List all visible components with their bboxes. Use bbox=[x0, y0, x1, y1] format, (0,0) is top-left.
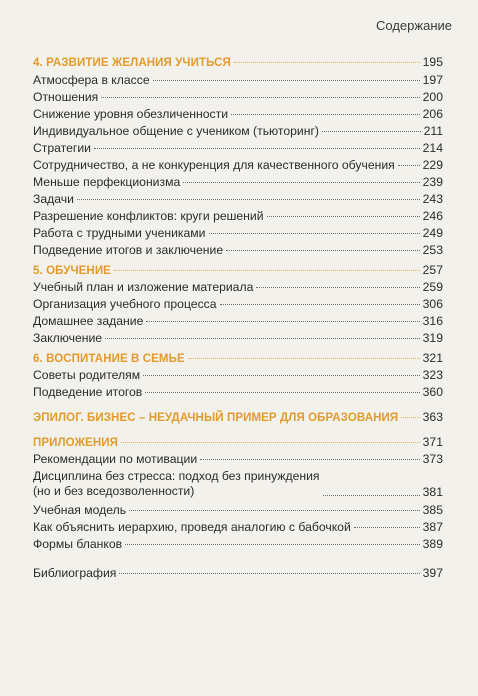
dot-leader bbox=[146, 321, 419, 322]
toc-entry-title: Сотрудничество, а не конкуренция для качественного обучения bbox=[33, 158, 395, 172]
toc-page-number: 249 bbox=[422, 226, 443, 240]
toc-page-number: 363 bbox=[422, 410, 443, 424]
running-title: Содержание bbox=[376, 18, 452, 33]
toc-page-number: 195 bbox=[422, 55, 443, 69]
toc-page-number: 316 bbox=[422, 314, 443, 328]
toc-page-number: 246 bbox=[422, 209, 443, 223]
toc-entry-title: Учебный план и изложение материала bbox=[33, 280, 254, 294]
toc-entry-title: Советы родителям bbox=[33, 368, 141, 382]
dot-leader bbox=[220, 304, 420, 305]
toc-entry-title: Подведение итогов bbox=[33, 385, 143, 399]
toc-entry bbox=[33, 520, 443, 534]
toc-page-number: 321 bbox=[422, 351, 443, 365]
dot-leader bbox=[183, 182, 419, 183]
toc-entry-title: 4. РАЗВИТИЕ ЖЕЛАНИЯ УЧИТЬСЯ bbox=[33, 57, 231, 69]
dot-leader bbox=[153, 80, 420, 81]
toc-entry-title bbox=[33, 469, 320, 499]
toc-page-number: 257 bbox=[422, 263, 443, 277]
toc-entry bbox=[33, 209, 443, 223]
toc-entry-title: Заключение bbox=[33, 331, 103, 345]
toc-entry-title-line2: (но и без вседозволенности) bbox=[33, 484, 195, 498]
toc-entry bbox=[33, 331, 443, 345]
toc-entry bbox=[33, 469, 443, 499]
toc-entry-title: Как объяснить иерархию, проведя аналогию с бабочкой bbox=[33, 520, 351, 534]
toc-entry-title-line1: Дисциплина без стресса: подход без принуждения bbox=[33, 469, 320, 483]
dot-leader bbox=[188, 358, 420, 359]
dot-leader bbox=[209, 233, 420, 234]
dot-leader bbox=[101, 97, 419, 98]
toc-entry-title: Учебная модель bbox=[33, 503, 127, 517]
toc-page-number: 319 bbox=[422, 331, 443, 345]
dot-leader bbox=[121, 442, 420, 443]
toc-entry-title: Разрешение конфликтов: круги решений bbox=[33, 209, 264, 223]
toc-section-heading bbox=[33, 435, 443, 450]
toc-entry-title: Индивидуальное общение с учеником (тьюторинг) bbox=[33, 124, 319, 138]
toc-page-number: 360 bbox=[422, 385, 443, 399]
toc-entry bbox=[33, 175, 443, 189]
toc-entry-title: ПРИЛОЖЕНИЯ bbox=[33, 437, 118, 449]
toc-entry-title: 5. ОБУЧЕНИЕ bbox=[33, 265, 111, 277]
toc-page-number: 373 bbox=[422, 452, 443, 466]
dot-leader bbox=[143, 375, 420, 376]
toc-entry bbox=[33, 368, 443, 382]
dot-leader bbox=[354, 527, 420, 528]
toc-page-number: 387 bbox=[422, 520, 443, 534]
toc-page-number: 214 bbox=[422, 141, 443, 155]
toc-page-number: 197 bbox=[422, 73, 443, 87]
dot-leader bbox=[200, 459, 420, 460]
toc-page-number: 385 bbox=[422, 503, 443, 517]
toc-entry-title: Формы бланков bbox=[33, 537, 123, 551]
dot-leader bbox=[125, 544, 420, 545]
dot-leader bbox=[114, 270, 420, 271]
toc-page-number: 243 bbox=[422, 192, 443, 206]
toc-entry-title: Стратегии bbox=[33, 141, 91, 155]
toc-entry-title: Меньше перфекционизма bbox=[33, 175, 181, 189]
dot-leader bbox=[94, 148, 420, 149]
dot-leader bbox=[129, 510, 420, 511]
toc-entry bbox=[33, 192, 443, 206]
toc-entry bbox=[33, 243, 443, 257]
toc-page-number: 259 bbox=[422, 280, 443, 294]
toc-page-number: 206 bbox=[422, 107, 443, 121]
toc-entry-title: Задачи bbox=[33, 192, 74, 206]
toc-section-heading bbox=[33, 410, 443, 425]
toc-entry-title: 6. ВОСПИТАНИЕ В СЕМЬЕ bbox=[33, 353, 185, 365]
toc-entry bbox=[33, 73, 443, 87]
toc-entry bbox=[33, 537, 443, 551]
toc-section-heading bbox=[33, 263, 443, 278]
toc-page-number: 211 bbox=[423, 124, 443, 138]
toc-entry-title: Домашнее задание bbox=[33, 314, 144, 328]
dot-leader bbox=[231, 114, 420, 115]
toc-section-heading bbox=[33, 55, 443, 70]
dot-leader bbox=[234, 62, 420, 63]
toc-section-heading bbox=[33, 351, 443, 366]
toc-entry bbox=[33, 141, 443, 155]
toc-entry bbox=[33, 503, 443, 517]
toc-entry-title: Атмосфера в классе bbox=[33, 73, 150, 87]
toc-page-number: 323 bbox=[422, 368, 443, 382]
toc-page-number: 306 bbox=[422, 297, 443, 311]
toc-page-number: 371 bbox=[422, 435, 443, 449]
dot-leader bbox=[226, 250, 420, 251]
toc-entry-title: Библиография bbox=[33, 566, 117, 580]
dot-leader bbox=[267, 216, 420, 217]
dot-leader bbox=[323, 495, 420, 496]
toc-entry bbox=[33, 90, 443, 104]
toc-page-number: 397 bbox=[422, 566, 443, 580]
toc-entry-title: Рекомендации по мотивации bbox=[33, 452, 198, 466]
dot-leader bbox=[77, 199, 420, 200]
toc-entry bbox=[33, 124, 443, 138]
toc-page-number: 381 bbox=[422, 485, 443, 499]
toc-entry bbox=[33, 297, 443, 311]
toc-entry bbox=[33, 226, 443, 240]
dot-leader bbox=[322, 131, 421, 132]
dot-leader bbox=[256, 287, 419, 288]
toc-entry-title: Отношения bbox=[33, 90, 99, 104]
dot-leader bbox=[398, 165, 420, 166]
dot-leader bbox=[119, 573, 419, 574]
toc-entry bbox=[33, 566, 443, 580]
toc-entry-title: Работа с трудными учениками bbox=[33, 226, 206, 240]
toc-entry bbox=[33, 385, 443, 399]
toc-entry bbox=[33, 314, 443, 328]
toc-page-number: 239 bbox=[422, 175, 443, 189]
toc-page-number: 389 bbox=[422, 537, 443, 551]
dot-leader bbox=[105, 338, 420, 339]
toc-entry bbox=[33, 452, 443, 466]
toc-page-number: 229 bbox=[422, 158, 443, 172]
toc-entry-title: Снижение уровня обезличенности bbox=[33, 107, 229, 121]
toc-entry bbox=[33, 158, 443, 172]
toc-entry-title: Подведение итогов и заключение bbox=[33, 243, 224, 257]
toc-page-number: 200 bbox=[422, 90, 443, 104]
toc-entry bbox=[33, 280, 443, 294]
toc-entry bbox=[33, 107, 443, 121]
toc-page-number: 253 bbox=[422, 243, 443, 257]
dot-leader bbox=[401, 417, 419, 418]
toc-entry-title: ЭПИЛОГ. БИЗНЕС – НЕУДАЧНЫЙ ПРИМЕР ДЛЯ ОБРАЗОВАНИЯ bbox=[33, 412, 399, 424]
toc-entry-title: Организация учебного процесса bbox=[33, 297, 217, 311]
dot-leader bbox=[145, 392, 419, 393]
